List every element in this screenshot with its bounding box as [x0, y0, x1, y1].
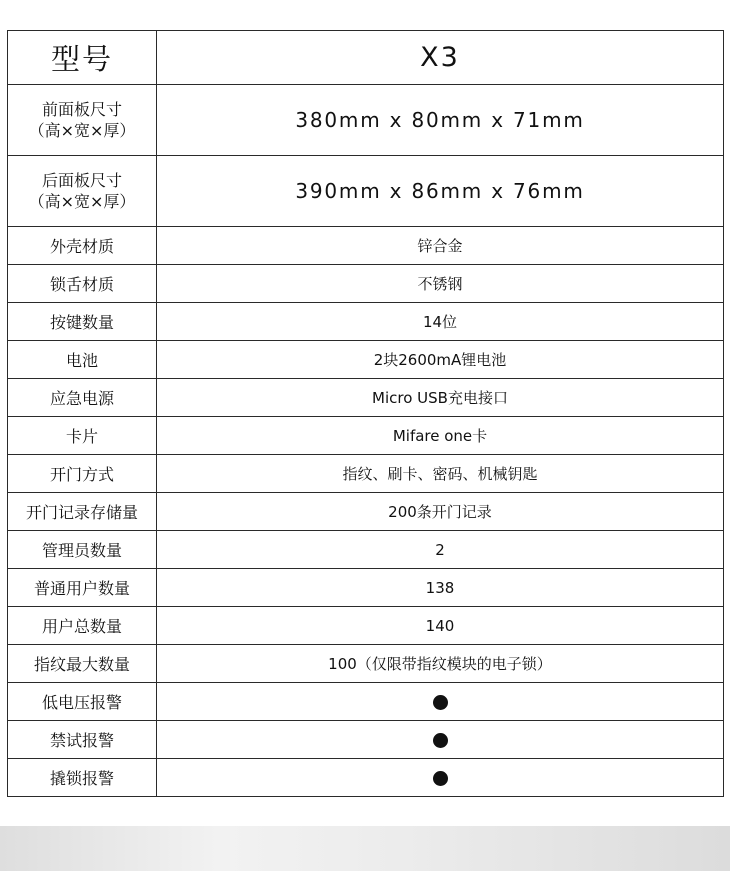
table-row	[8, 569, 724, 607]
alarm-supported-cell	[157, 683, 724, 721]
supported-dot-icon	[433, 733, 448, 748]
table-row	[8, 455, 724, 493]
row-value: 14位	[157, 303, 724, 341]
front-panel-size-label	[8, 85, 157, 156]
front-panel-size-label-line1: 前面板尺寸	[41, 100, 122, 119]
row-label: 开门记录存储量	[8, 493, 157, 531]
table-row-rear-panel-size	[8, 156, 724, 227]
row-value: 锌合金	[157, 227, 724, 265]
table-row-alarm	[8, 721, 724, 759]
row-value: 不锈钢	[157, 265, 724, 303]
row-value: 140	[157, 607, 724, 645]
table-row	[8, 227, 724, 265]
row-value: 138	[157, 569, 724, 607]
row-value: 2块2600mA锂电池	[157, 341, 724, 379]
alarm-label: 禁试报警	[8, 721, 157, 759]
row-value: 指纹、刷卡、密码、机械钥匙	[157, 455, 724, 493]
table-row-front-panel-size	[8, 85, 724, 156]
table-row-alarm	[8, 759, 724, 797]
alarm-label: 低电压报警	[8, 683, 157, 721]
table-row	[8, 531, 724, 569]
spec-table	[7, 30, 724, 797]
model-value: X3	[157, 31, 724, 85]
front-panel-size-label-line2: （高×宽×厚）	[28, 121, 136, 140]
table-row	[8, 607, 724, 645]
rear-panel-size-label	[8, 156, 157, 227]
row-label: 开门方式	[8, 455, 157, 493]
table-row	[8, 379, 724, 417]
model-label: 型号	[8, 31, 157, 85]
row-value: 2	[157, 531, 724, 569]
row-label: 指纹最大数量	[8, 645, 157, 683]
alarm-supported-cell	[157, 759, 724, 797]
table-row	[8, 493, 724, 531]
row-label: 按键数量	[8, 303, 157, 341]
row-label: 卡片	[8, 417, 157, 455]
rear-panel-size-value: 390mm x 86mm x 76mm	[157, 156, 724, 227]
row-label: 锁舌材质	[8, 265, 157, 303]
rear-panel-size-label-line1: 后面板尺寸	[41, 171, 122, 190]
row-value: 100（仅限带指纹模块的电子锁）	[157, 645, 724, 683]
table-row-model	[8, 31, 724, 85]
row-label: 用户总数量	[8, 607, 157, 645]
table-row	[8, 645, 724, 683]
supported-dot-icon	[433, 695, 448, 710]
row-value: 200条开门记录	[157, 493, 724, 531]
alarm-supported-cell	[157, 721, 724, 759]
row-label: 电池	[8, 341, 157, 379]
row-label: 外壳材质	[8, 227, 157, 265]
supported-dot-icon	[433, 771, 448, 786]
table-row	[8, 417, 724, 455]
front-panel-size-value: 380mm x 80mm x 71mm	[157, 85, 724, 156]
table-row	[8, 341, 724, 379]
footer-band	[0, 826, 730, 871]
row-label: 普通用户数量	[8, 569, 157, 607]
row-value: Mifare one卡	[157, 417, 724, 455]
rear-panel-size-label-line2: （高×宽×厚）	[28, 192, 136, 211]
row-value: Micro USB充电接口	[157, 379, 724, 417]
table-row	[8, 265, 724, 303]
row-label: 管理员数量	[8, 531, 157, 569]
row-label: 应急电源	[8, 379, 157, 417]
alarm-label: 撬锁报警	[8, 759, 157, 797]
table-row-alarm	[8, 683, 724, 721]
table-row	[8, 303, 724, 341]
